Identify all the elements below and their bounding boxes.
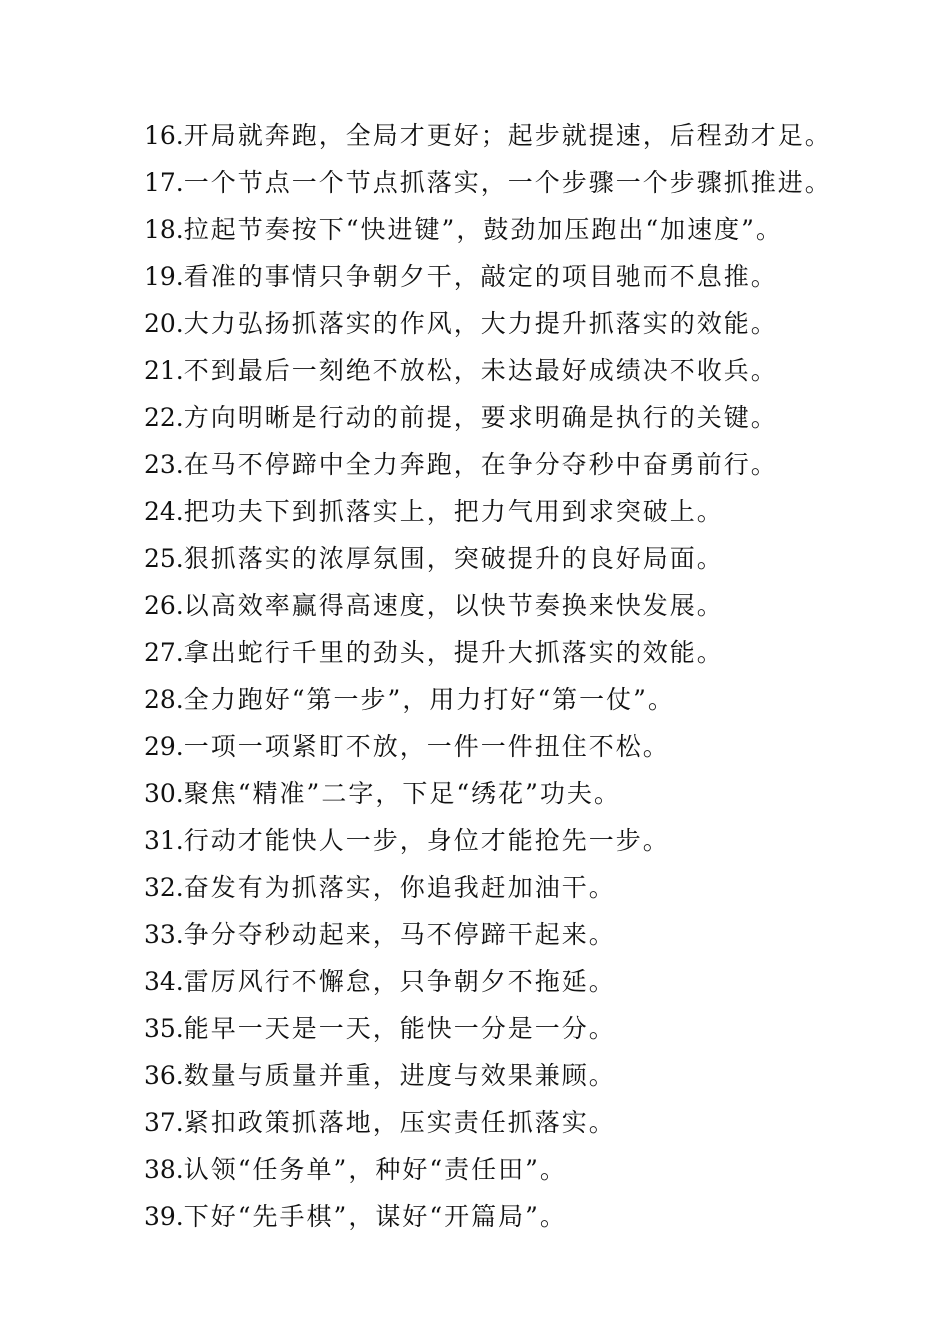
list-item bbox=[144, 444, 904, 491]
item-text: 紧扣政策抓落地，压实责任抓落实。 bbox=[183, 1108, 616, 1137]
item-number: 21. bbox=[144, 356, 184, 385]
item-number: 32. bbox=[144, 873, 184, 902]
item-text: 行动才能快人一步，身位才能抢先一步。 bbox=[183, 826, 670, 855]
item-text: 认领“任务单”，种好“责任田”。 bbox=[183, 1155, 567, 1184]
list-item bbox=[144, 350, 904, 397]
item-number: 37. bbox=[144, 1108, 184, 1137]
item-text: 一个节点一个节点抓落实，一个步骤一个步骤抓推进。 bbox=[183, 168, 832, 197]
list-item bbox=[144, 914, 904, 961]
item-number: 36. bbox=[144, 1061, 184, 1090]
list-item bbox=[144, 397, 904, 444]
list-item bbox=[144, 256, 904, 303]
list-item bbox=[144, 679, 904, 726]
item-text: 拉起节奏按下“快进键”，鼓劲加压跑出“加速度”。 bbox=[183, 215, 783, 244]
item-text: 不到最后一刻绝不放松，未达最好成绩决不收兵。 bbox=[183, 356, 778, 385]
item-text: 奋发有为抓落实，你追我赶加油干。 bbox=[183, 873, 616, 902]
item-number: 27. bbox=[144, 638, 184, 667]
item-text: 方向明晰是行动的前提，要求明确是执行的关键。 bbox=[183, 403, 778, 432]
list-item bbox=[144, 726, 904, 773]
item-text: 看准的事情只争朝夕干，敲定的项目驰而不息推。 bbox=[183, 262, 778, 291]
item-text: 以高效率赢得高速度，以快节奏换来快发展。 bbox=[183, 591, 724, 620]
item-number: 35. bbox=[144, 1014, 184, 1043]
list-item bbox=[144, 1102, 904, 1149]
item-number: 23. bbox=[144, 450, 184, 479]
item-number: 31. bbox=[144, 826, 184, 855]
list-item bbox=[144, 162, 904, 209]
item-number: 24. bbox=[144, 497, 184, 526]
item-text: 雷厉风行不懈怠，只争朝夕不拖延。 bbox=[183, 967, 616, 996]
item-text: 全力跑好“第一步”，用力打好“第一仗”。 bbox=[183, 685, 675, 714]
item-text: 开局就奔跑，全局才更好；起步就提速，后程劲才足。 bbox=[183, 121, 832, 150]
item-text: 能早一天是一天，能快一分是一分。 bbox=[183, 1014, 616, 1043]
item-number: 25. bbox=[144, 544, 184, 573]
list-item bbox=[144, 867, 904, 914]
item-number: 39. bbox=[144, 1202, 184, 1231]
list-item bbox=[144, 773, 904, 820]
item-number: 29. bbox=[144, 732, 184, 761]
item-text: 下好“先手棋”，谋好“开篇局”。 bbox=[183, 1202, 567, 1231]
item-number: 30. bbox=[144, 779, 184, 808]
item-text: 一项一项紧盯不放，一件一件扭住不松。 bbox=[183, 732, 670, 761]
list-item bbox=[144, 1149, 904, 1196]
item-text: 把功夫下到抓落实上，把力气用到求突破上。 bbox=[183, 497, 724, 526]
list-item bbox=[144, 1196, 904, 1243]
item-number: 20. bbox=[144, 309, 184, 338]
item-number: 28. bbox=[144, 685, 184, 714]
sentence-list bbox=[144, 115, 904, 1243]
item-number: 26. bbox=[144, 591, 184, 620]
list-item bbox=[144, 632, 904, 679]
list-item bbox=[144, 209, 904, 256]
item-text: 争分夺秒动起来，马不停蹄干起来。 bbox=[183, 920, 616, 949]
item-text: 数量与质量并重，进度与效果兼顾。 bbox=[183, 1061, 616, 1090]
item-number: 19. bbox=[144, 262, 184, 291]
item-text: 狠抓落实的浓厚氛围，突破提升的良好局面。 bbox=[183, 544, 724, 573]
list-item bbox=[144, 585, 904, 632]
item-number: 38. bbox=[144, 1155, 184, 1184]
list-item bbox=[144, 115, 904, 162]
list-item bbox=[144, 491, 904, 538]
item-number: 34. bbox=[144, 967, 184, 996]
item-text: 聚焦“精准”二字，下足“绣花”功夫。 bbox=[183, 779, 621, 808]
list-item bbox=[144, 961, 904, 1008]
list-item bbox=[144, 1008, 904, 1055]
item-number: 33. bbox=[144, 920, 184, 949]
item-text: 在马不停蹄中全力奔跑，在争分夺秒中奋勇前行。 bbox=[183, 450, 778, 479]
item-number: 16. bbox=[144, 121, 184, 150]
item-text: 拿出蛇行千里的劲头，提升大抓落实的效能。 bbox=[183, 638, 724, 667]
item-text: 大力弘扬抓落实的作风，大力提升抓落实的效能。 bbox=[183, 309, 778, 338]
list-item bbox=[144, 820, 904, 867]
item-number: 18. bbox=[144, 215, 184, 244]
list-item bbox=[144, 538, 904, 585]
item-number: 22. bbox=[144, 403, 184, 432]
list-item bbox=[144, 303, 904, 350]
list-item bbox=[144, 1055, 904, 1102]
item-number: 17. bbox=[144, 168, 184, 197]
